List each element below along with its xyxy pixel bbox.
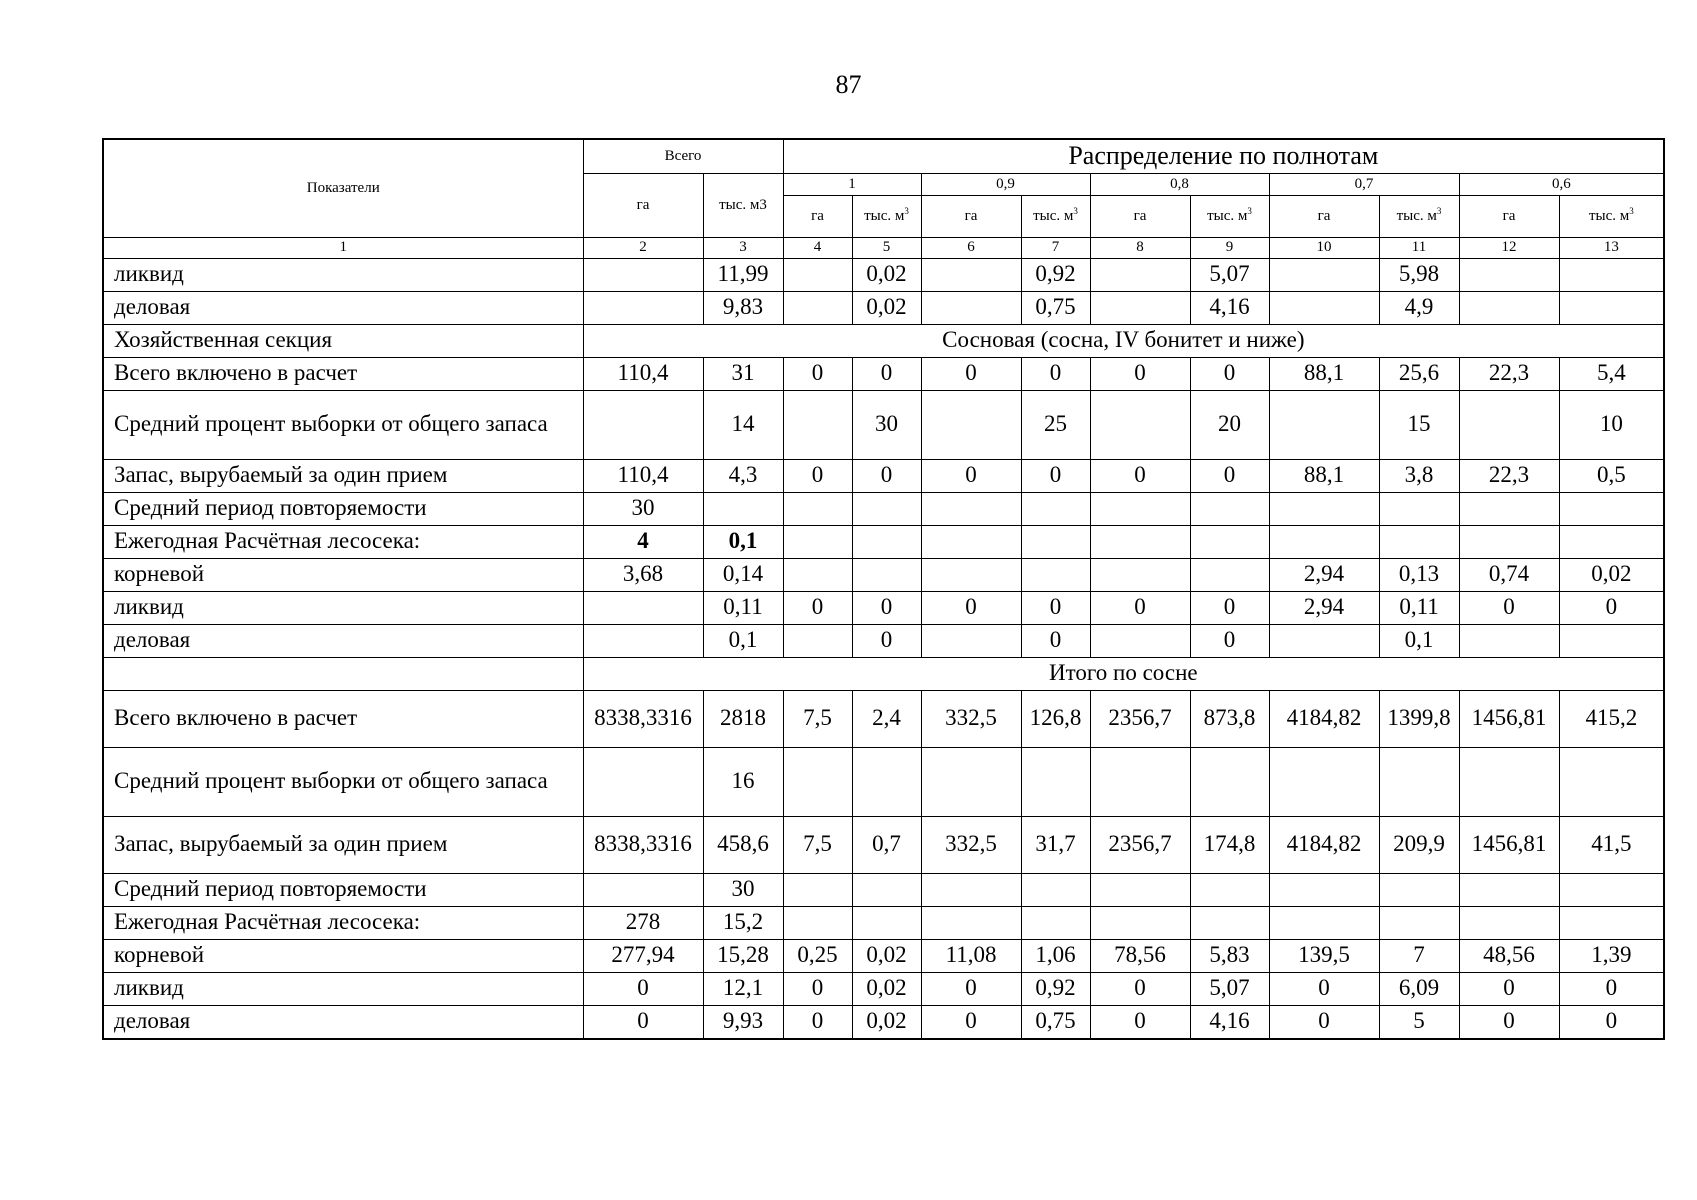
row-label: Запас, вырубаемый за один прием [103, 459, 583, 492]
table-cell [1559, 624, 1664, 657]
subheader-thous-m3: тыс. $м^3$ [1190, 195, 1269, 237]
table-row [103, 816, 1664, 873]
header-group-0-9: 0,9 [921, 173, 1090, 195]
table-cell [783, 558, 852, 591]
table-cell: 0 [1021, 624, 1090, 657]
table-cell [583, 258, 703, 291]
table-cell [1559, 873, 1664, 906]
table-cell: 22,3 [1459, 459, 1559, 492]
column-number: 2 [583, 237, 703, 258]
table-cell: 0 [852, 459, 921, 492]
table-cell: 11,99 [703, 258, 783, 291]
table-cell: 3,8 [1379, 459, 1459, 492]
table-cell [921, 558, 1021, 591]
row-label: корневой [103, 558, 583, 591]
row-label: Ежегодная Расчётная лесосека: [103, 525, 583, 558]
table-cell: 0 [1021, 459, 1090, 492]
table-cell [1269, 906, 1379, 939]
page-number: 87 [835, 70, 862, 99]
table-cell: 10 [1559, 390, 1664, 459]
table-row [103, 624, 1664, 657]
table-cell [783, 291, 852, 324]
table-cell [1090, 873, 1190, 906]
table-row [103, 939, 1664, 972]
table-cell: 22,3 [1459, 357, 1559, 390]
table-cell: 277,94 [583, 939, 703, 972]
table-cell [921, 258, 1021, 291]
row-label: Ежегодная Расчётная лесосека: [103, 906, 583, 939]
table-cell: 110,4 [583, 459, 703, 492]
table-cell: 0 [1190, 624, 1269, 657]
table-cell: 0,1 [703, 624, 783, 657]
table-row [103, 324, 1664, 357]
table-cell: 15 [1379, 390, 1459, 459]
table-cell: 0 [1559, 591, 1664, 624]
table-cell [783, 624, 852, 657]
table-cell: 0,11 [703, 591, 783, 624]
header-total-ha: га [583, 173, 703, 237]
table-cell [1090, 258, 1190, 291]
table-row [103, 291, 1664, 324]
table-cell: 0 [921, 972, 1021, 1005]
table-cell [1559, 291, 1664, 324]
table-cell [583, 747, 703, 816]
table-cell: 0 [852, 624, 921, 657]
table-cell: 0,02 [852, 972, 921, 1005]
column-number: 6 [921, 237, 1021, 258]
table-cell [1269, 624, 1379, 657]
table-row [103, 747, 1664, 816]
table-cell: 4,16 [1190, 1005, 1269, 1039]
table-row [103, 906, 1664, 939]
section-title: Сосновая (сосна, IV бонитет и ниже) [583, 324, 1664, 357]
table-cell: 0 [1459, 1005, 1559, 1039]
subheader-thous-m3: тыс. $м^3$ [1379, 195, 1459, 237]
table-cell [1459, 624, 1559, 657]
table-cell: 16 [703, 747, 783, 816]
table-cell [1459, 873, 1559, 906]
subheader-thous-m3: тыс. $м^3$ [1021, 195, 1090, 237]
table-cell: 0 [1269, 1005, 1379, 1039]
table-cell: 0 [1190, 459, 1269, 492]
column-number: 11 [1379, 237, 1459, 258]
table-cell [1190, 525, 1269, 558]
table-cell [1021, 492, 1090, 525]
table-cell: 0 [1559, 972, 1664, 1005]
table-cell: 0,25 [783, 939, 852, 972]
table-cell: 4 [583, 525, 703, 558]
table-cell [1559, 492, 1664, 525]
table-cell: 6,09 [1379, 972, 1459, 1005]
table-cell [1190, 558, 1269, 591]
table-cell: 0 [1459, 972, 1559, 1005]
table-cell: 0 [1459, 591, 1559, 624]
table-cell [852, 558, 921, 591]
table-cell: 458,6 [703, 816, 783, 873]
table-cell: 1456,81 [1459, 690, 1559, 747]
table-cell: 2818 [703, 690, 783, 747]
table-cell: 8338,3316 [583, 690, 703, 747]
table-cell [921, 525, 1021, 558]
table-cell [921, 291, 1021, 324]
row-label: Средний процент выборки от общего запаса [103, 747, 583, 816]
table-cell: 0 [583, 1005, 703, 1039]
table-row [103, 558, 1664, 591]
table-cell: 31,7 [1021, 816, 1090, 873]
table-cell: 2356,7 [1090, 690, 1190, 747]
row-label: Средний процент выборки от общего запаса [103, 390, 583, 459]
column-number: 10 [1269, 237, 1379, 258]
table-cell [1190, 747, 1269, 816]
column-number: 5 [852, 237, 921, 258]
header-group-1: 1 [783, 173, 921, 195]
table-cell [1459, 906, 1559, 939]
table-cell [1190, 492, 1269, 525]
table-cell [921, 906, 1021, 939]
table-cell: 0 [921, 459, 1021, 492]
table-cell: 126,8 [1021, 690, 1090, 747]
table-cell: 5,83 [1190, 939, 1269, 972]
table-cell: 0,92 [1021, 258, 1090, 291]
table-row [103, 390, 1664, 459]
table-cell [783, 492, 852, 525]
header-distribution: Распределение по полнотам [783, 139, 1664, 173]
table-cell [1269, 492, 1379, 525]
table-cell: 0 [1190, 357, 1269, 390]
table-cell [783, 525, 852, 558]
table-cell: 7 [1379, 939, 1459, 972]
subheader-ha: га [1269, 195, 1379, 237]
table-cell: 0 [1090, 459, 1190, 492]
table-cell: 7,5 [783, 690, 852, 747]
table-cell [1190, 873, 1269, 906]
table-cell: 41,5 [1559, 816, 1664, 873]
table-cell [852, 492, 921, 525]
table-cell [1090, 390, 1190, 459]
column-number: 7 [1021, 237, 1090, 258]
table-row [103, 525, 1664, 558]
subheader-ha: га [1090, 195, 1190, 237]
table-cell [1379, 906, 1459, 939]
table-row [103, 258, 1664, 291]
table-cell [1459, 258, 1559, 291]
header-group-0-6: 0,6 [1459, 173, 1664, 195]
table-row [103, 1005, 1664, 1039]
column-number: 8 [1090, 237, 1190, 258]
table-cell: 9,93 [703, 1005, 783, 1039]
table-row [103, 357, 1664, 390]
table-cell [852, 873, 921, 906]
table-cell: 88,1 [1269, 357, 1379, 390]
table-cell [1269, 873, 1379, 906]
table-cell [1459, 492, 1559, 525]
table-cell [583, 624, 703, 657]
table-cell [852, 525, 921, 558]
table-cell [783, 747, 852, 816]
table-cell [783, 258, 852, 291]
table-row [103, 657, 1664, 690]
table-cell: 0,1 [703, 525, 783, 558]
header-indicators: Показатели [103, 139, 583, 237]
row-label: Всего включено в расчет [103, 690, 583, 747]
table-cell: 4184,82 [1269, 816, 1379, 873]
table-cell [583, 873, 703, 906]
table-cell: 0 [783, 1005, 852, 1039]
table-cell: 1456,81 [1459, 816, 1559, 873]
table-row [103, 972, 1664, 1005]
table-cell [1559, 525, 1664, 558]
table-cell [783, 873, 852, 906]
table-row [103, 690, 1664, 747]
table-cell [1090, 558, 1190, 591]
table-cell: 3,68 [583, 558, 703, 591]
table-cell: 0,02 [852, 1005, 921, 1039]
table-cell [583, 591, 703, 624]
table-cell: 0,74 [1459, 558, 1559, 591]
table-cell: 4,16 [1190, 291, 1269, 324]
table-cell [1021, 873, 1090, 906]
table-cell: 0 [1090, 1005, 1190, 1039]
row-label: Средний период повторяемости [103, 873, 583, 906]
table-cell: 0,75 [1021, 1005, 1090, 1039]
table-cell [1021, 558, 1090, 591]
table-cell: 5,4 [1559, 357, 1664, 390]
table-cell: 0,5 [1559, 459, 1664, 492]
table-cell [583, 390, 703, 459]
table-cell [1379, 525, 1459, 558]
table-row [103, 459, 1664, 492]
table-cell: 5,07 [1190, 258, 1269, 291]
table-cell: 415,2 [1559, 690, 1664, 747]
header-group-0-8: 0,8 [1090, 173, 1269, 195]
table-cell: 0,02 [852, 258, 921, 291]
table-cell: 278 [583, 906, 703, 939]
table-cell: 15,28 [703, 939, 783, 972]
table-cell [1459, 747, 1559, 816]
table-cell: 0 [783, 459, 852, 492]
table-cell: 5,98 [1379, 258, 1459, 291]
column-number: 12 [1459, 237, 1559, 258]
table-cell: 4,3 [703, 459, 783, 492]
table-cell: 0 [1090, 357, 1190, 390]
table-cell [921, 624, 1021, 657]
table-cell [1559, 906, 1664, 939]
table-cell: 332,5 [921, 816, 1021, 873]
table-cell: 873,8 [1190, 690, 1269, 747]
subheader-thous-m3: тыс. $м^3$ [1559, 195, 1664, 237]
table-row [103, 873, 1664, 906]
table-cell: 14 [703, 390, 783, 459]
table-cell: 2356,7 [1090, 816, 1190, 873]
table-cell: 31 [703, 357, 783, 390]
table-cell: 2,4 [852, 690, 921, 747]
table-cell [921, 492, 1021, 525]
table-cell [1090, 525, 1190, 558]
table-cell: 174,8 [1190, 816, 1269, 873]
table-cell: 0 [852, 591, 921, 624]
table-cell: 0 [921, 591, 1021, 624]
table-cell [1559, 258, 1664, 291]
table-cell [852, 747, 921, 816]
table-cell [1379, 747, 1459, 816]
table-cell: 78,56 [1090, 939, 1190, 972]
subheader-ha: га [783, 195, 852, 237]
table-cell [921, 390, 1021, 459]
table-cell: 25 [1021, 390, 1090, 459]
table-cell [1021, 525, 1090, 558]
table-cell: 88,1 [1269, 459, 1379, 492]
table-cell: 15,2 [703, 906, 783, 939]
table-cell [1459, 390, 1559, 459]
table-cell: 20 [1190, 390, 1269, 459]
table-cell [1379, 873, 1459, 906]
table-cell [1090, 492, 1190, 525]
table-cell: 7,5 [783, 816, 852, 873]
table-cell [1459, 525, 1559, 558]
column-number: 13 [1559, 237, 1664, 258]
table-cell [1459, 291, 1559, 324]
table-cell [921, 747, 1021, 816]
table-cell: 5 [1379, 1005, 1459, 1039]
table-cell: 1,06 [1021, 939, 1090, 972]
table-cell: 9,83 [703, 291, 783, 324]
column-number: 4 [783, 237, 852, 258]
table-cell [1269, 747, 1379, 816]
table-cell: 0 [1269, 972, 1379, 1005]
table-cell: 0 [783, 357, 852, 390]
row-label: деловая [103, 624, 583, 657]
table-cell: 0,75 [1021, 291, 1090, 324]
table-cell: 25,6 [1379, 357, 1459, 390]
table-cell: 8338,3316 [583, 816, 703, 873]
table-cell: 0 [1190, 591, 1269, 624]
table-cell: 0,13 [1379, 558, 1459, 591]
subheader-ha: га [1459, 195, 1559, 237]
row-label: Средний период повторяемости [103, 492, 583, 525]
table-cell [1090, 906, 1190, 939]
table-cell: 11,08 [921, 939, 1021, 972]
row-label: Хозяйственная секция [103, 324, 583, 357]
row-label: ликвид [103, 972, 583, 1005]
table-cell: 48,56 [1459, 939, 1559, 972]
table-cell: 332,5 [921, 690, 1021, 747]
table-cell: 30 [852, 390, 921, 459]
subheader-thous-m3: тыс. $м^3$ [852, 195, 921, 237]
table-cell: 12,1 [703, 972, 783, 1005]
header-total: Всего [583, 139, 783, 173]
table-cell: 0 [1021, 591, 1090, 624]
table-cell: 0,02 [852, 939, 921, 972]
table-cell: 30 [583, 492, 703, 525]
table-cell [1090, 291, 1190, 324]
table-cell: 2,94 [1269, 591, 1379, 624]
table-cell: 5,07 [1190, 972, 1269, 1005]
table-cell: 0 [1090, 591, 1190, 624]
table-cell [783, 390, 852, 459]
row-label: деловая [103, 1005, 583, 1039]
table-cell [583, 291, 703, 324]
row-label: Запас, вырубаемый за один прием [103, 816, 583, 873]
table-cell: 4184,82 [1269, 690, 1379, 747]
table-cell: 0,02 [852, 291, 921, 324]
table-cell [852, 906, 921, 939]
row-label [103, 657, 583, 690]
column-number: 9 [1190, 237, 1269, 258]
table-cell: 1399,8 [1379, 690, 1459, 747]
table-cell [1559, 747, 1664, 816]
table-cell: 1,39 [1559, 939, 1664, 972]
table-cell [703, 492, 783, 525]
header-group-0-7: 0,7 [1269, 173, 1459, 195]
table-row [103, 492, 1664, 525]
table-cell: 110,4 [583, 357, 703, 390]
table-cell: 0,7 [852, 816, 921, 873]
table-cell: 0 [1021, 357, 1090, 390]
table-cell: 0,11 [1379, 591, 1459, 624]
table-cell: 0 [1090, 972, 1190, 1005]
table-cell [1090, 747, 1190, 816]
table-cell [1269, 390, 1379, 459]
row-label: ликвид [103, 591, 583, 624]
table-cell: 139,5 [1269, 939, 1379, 972]
table-cell: 4,9 [1379, 291, 1459, 324]
table-cell [1190, 906, 1269, 939]
table-cell: 30 [703, 873, 783, 906]
section-title: Итого по сосне [583, 657, 1664, 690]
table-cell: 0 [583, 972, 703, 1005]
table-cell: 0,14 [703, 558, 783, 591]
row-label: корневой [103, 939, 583, 972]
header-total-m3: тыс. м3 [703, 173, 783, 237]
table-cell: 0,92 [1021, 972, 1090, 1005]
table-cell: 0,1 [1379, 624, 1459, 657]
column-number: 3 [703, 237, 783, 258]
table-cell: 2,94 [1269, 558, 1379, 591]
table-cell [1269, 525, 1379, 558]
column-number: 1 [103, 237, 583, 258]
table-cell: 0 [783, 591, 852, 624]
table-cell: 0 [1559, 1005, 1664, 1039]
table-cell [1269, 291, 1379, 324]
forest-table [102, 138, 1665, 1040]
table-cell: 0 [783, 972, 852, 1005]
table-row [103, 591, 1664, 624]
table-cell [1090, 624, 1190, 657]
table-cell [1021, 906, 1090, 939]
table-cell [783, 906, 852, 939]
table-cell [921, 873, 1021, 906]
table-cell [1379, 492, 1459, 525]
table-body [103, 139, 1664, 1039]
table-cell: 0 [852, 357, 921, 390]
table-cell [1021, 747, 1090, 816]
row-label: деловая [103, 291, 583, 324]
row-label: ликвид [103, 258, 583, 291]
row-label: Всего включено в расчет [103, 357, 583, 390]
table-cell [1269, 258, 1379, 291]
table-cell: 209,9 [1379, 816, 1459, 873]
table-cell: 0,02 [1559, 558, 1664, 591]
subheader-ha: га [921, 195, 1021, 237]
table-cell: 0 [921, 357, 1021, 390]
table-cell: 0 [921, 1005, 1021, 1039]
